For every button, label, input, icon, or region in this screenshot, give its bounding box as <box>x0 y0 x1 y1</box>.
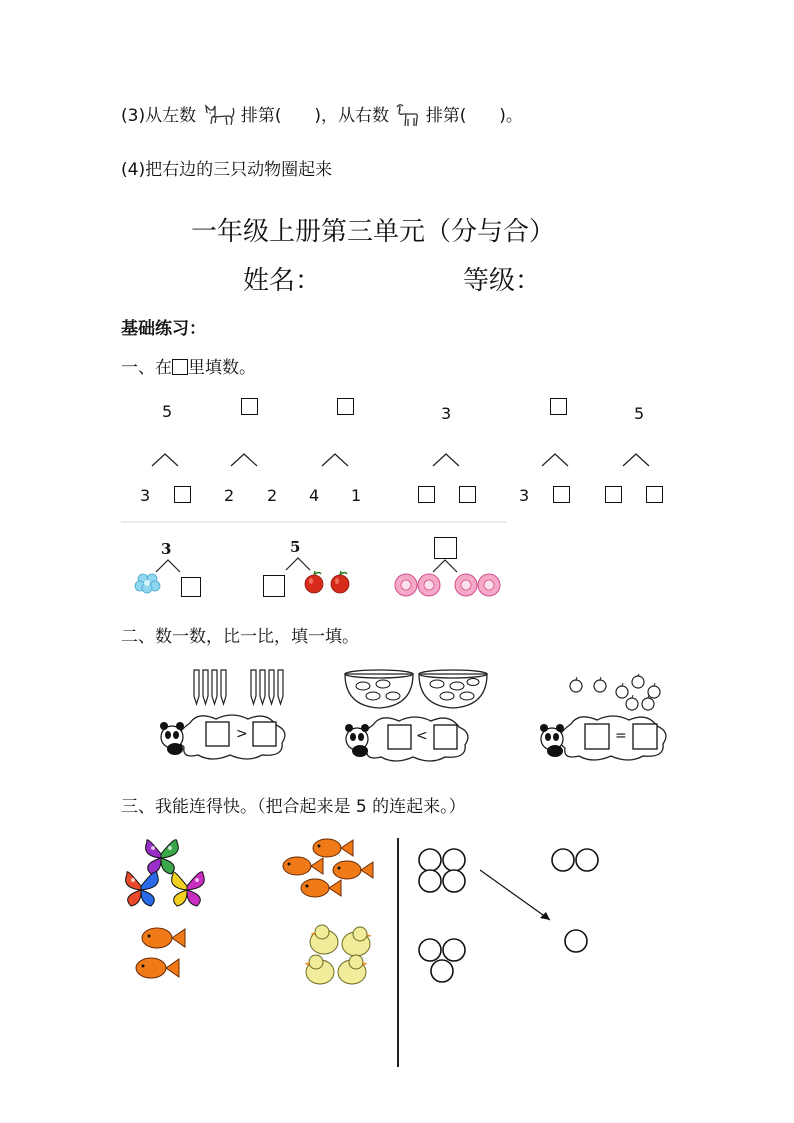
q4-text: (4)把右边的三只动物圈起来 <box>121 160 333 180</box>
name-label: 姓名： <box>243 266 322 296</box>
comparison-cloud-3 <box>537 714 671 762</box>
page-title: 一年级上册第三单元（分与合） <box>191 217 556 247</box>
tree-right-blank[interactable] <box>553 486 570 503</box>
grade-label: 等级： <box>463 266 542 296</box>
q3-paren1: )，从右数 <box>314 106 389 126</box>
tree-top-number: 3 <box>161 540 172 558</box>
tree-top-blank[interactable] <box>434 537 457 559</box>
tree-branch <box>155 558 181 574</box>
circles-4[interactable] <box>417 848 473 894</box>
q3-part1: (3)从左数 <box>121 106 197 126</box>
ex3-heading-a: 三、我能连得快。（把合起来是 <box>121 797 356 817</box>
answer-box-left <box>388 725 411 749</box>
tree-top-blank[interactable] <box>241 398 258 415</box>
tree-branch <box>432 452 460 468</box>
butterfly-icon[interactable] <box>121 836 213 908</box>
ex1-prefix: 一、在 <box>121 358 172 378</box>
tree-branch <box>151 452 179 468</box>
ex3-heading-b: 的连起来。） <box>366 797 466 817</box>
tree-left-blank[interactable] <box>605 486 622 503</box>
section-heading: 基础练习： <box>121 319 206 339</box>
vertical-divider <box>397 838 399 1067</box>
apple-outline-icon <box>566 674 666 714</box>
tree-right-number: 1 <box>351 486 362 505</box>
ex3-heading <box>121 792 466 817</box>
q3-rank1: 排第( <box>240 106 282 126</box>
tree-right-blank[interactable] <box>174 486 191 503</box>
tree-left-blank[interactable] <box>263 575 285 597</box>
q3-line <box>121 101 523 130</box>
answer-box-left <box>585 724 609 749</box>
q3-paren2: )。 <box>499 106 523 126</box>
tree-right-blank[interactable] <box>459 486 476 503</box>
blank-square-icon <box>172 359 188 375</box>
tree-right-number: 2 <box>267 486 278 505</box>
tree-left-number: 3 <box>140 486 151 505</box>
answer-box-right <box>434 725 457 749</box>
tree-top-number: 5 <box>634 404 645 423</box>
tree-top-blank[interactable] <box>550 398 567 415</box>
fish-icon[interactable] <box>131 924 195 986</box>
tree-top-number: 5 <box>290 538 301 556</box>
panda-icon <box>540 724 564 757</box>
answer-box-left <box>206 722 229 746</box>
goat-icon <box>394 102 420 130</box>
fish-bowl-icon <box>343 668 493 712</box>
panda-icon <box>160 722 184 755</box>
chick-icon[interactable] <box>300 922 382 994</box>
example-arrow <box>478 868 558 926</box>
ex3-heading-num: 5 <box>355 797 367 817</box>
comparison-cloud-2 <box>343 715 473 761</box>
cat-icon <box>202 103 236 129</box>
comparison-sign: > <box>236 726 248 742</box>
ex1-suffix: 里填数。 <box>188 358 256 378</box>
pencil-icon <box>191 668 291 710</box>
tree-left-number: 3 <box>519 486 530 505</box>
tree-left-number: 4 <box>309 486 320 505</box>
tree-left-number: 2 <box>224 486 235 505</box>
ex1-heading <box>121 353 256 378</box>
pink-flower-icon <box>393 572 505 598</box>
flower-icon <box>135 573 161 593</box>
tree-top-number: 5 <box>162 402 173 421</box>
fish-icon[interactable] <box>281 836 373 902</box>
tree-top-blank[interactable] <box>337 398 354 415</box>
tree-branch <box>321 452 349 468</box>
tree-top-number: 3 <box>441 404 452 423</box>
circles-1[interactable] <box>563 928 591 956</box>
comparison-cloud-1 <box>158 713 290 759</box>
tree-branch <box>230 452 258 468</box>
apple-icon <box>303 570 353 594</box>
ex2-heading: 二、数一数，比一比，填一填。 <box>121 627 359 647</box>
panda-icon <box>345 724 369 757</box>
tree-right-blank[interactable] <box>646 486 663 503</box>
circles-3[interactable] <box>417 938 473 986</box>
q3-rank2: 排第( <box>425 106 467 126</box>
answer-box-right <box>253 722 276 746</box>
tree-right-blank[interactable] <box>181 577 201 597</box>
tree-left-blank[interactable] <box>418 486 435 503</box>
comparison-sign: = <box>615 728 627 744</box>
faint-divider <box>121 521 506 523</box>
tree-branch <box>541 452 569 468</box>
answer-box-right <box>633 724 657 749</box>
comparison-sign: < <box>416 728 428 744</box>
tree-branch <box>622 452 650 468</box>
